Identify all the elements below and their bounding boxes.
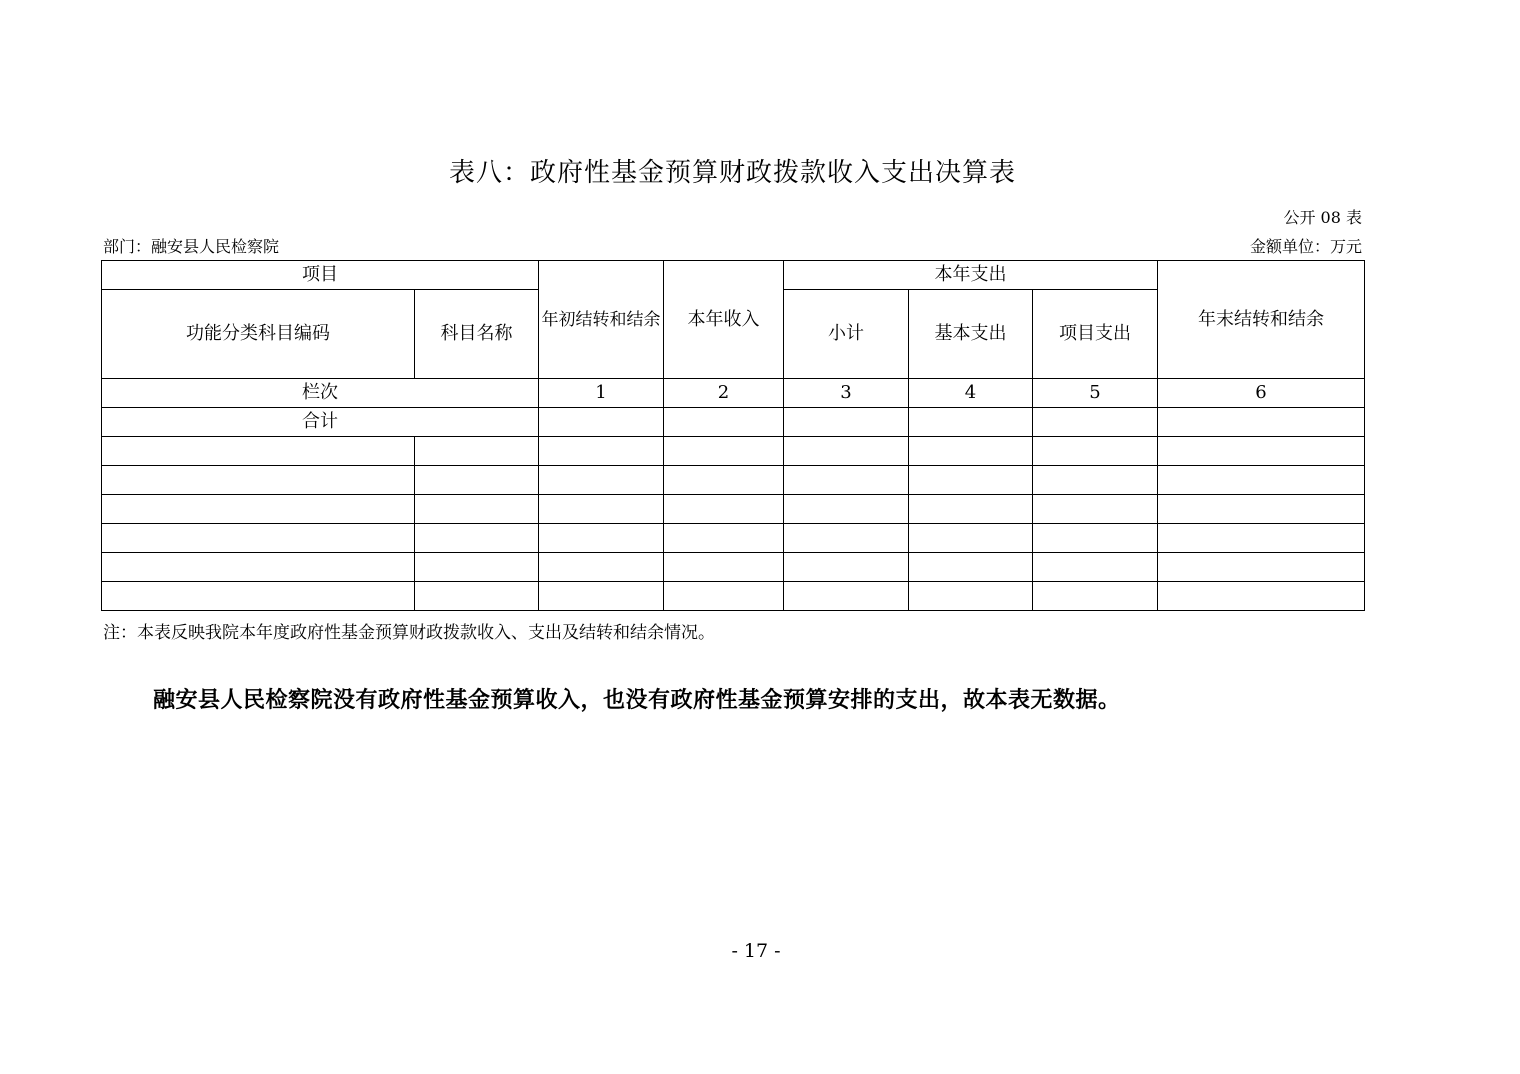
- header-income: 本年收入: [664, 261, 784, 379]
- table-cell: [1033, 553, 1158, 582]
- table-cell: [909, 466, 1033, 495]
- department-label: 部门：融安县人民检察院: [103, 237, 280, 256]
- table-cell: [664, 495, 784, 524]
- column-number: 6: [1158, 379, 1365, 408]
- table-cell: [664, 408, 784, 437]
- column-index-row: [102, 379, 1365, 408]
- table-cell: [415, 582, 539, 611]
- table-cell: [784, 553, 909, 582]
- table-cell: [1158, 466, 1365, 495]
- header-func-code: 功能分类科目编码: [102, 290, 415, 379]
- header-end-balance: 年末结转和结余: [1158, 261, 1365, 379]
- table-cell: [102, 524, 415, 553]
- table-cell: [539, 582, 664, 611]
- table-cell: [909, 553, 1033, 582]
- table-cell: [909, 437, 1033, 466]
- table-cell: [539, 408, 664, 437]
- table-row: [102, 582, 1365, 611]
- table-cell: [415, 553, 539, 582]
- header-item: 项目: [102, 261, 539, 290]
- column-number: 2: [664, 379, 784, 408]
- page-number: - 17 -: [731, 940, 781, 962]
- table-cell: [539, 524, 664, 553]
- table-cell: [1033, 524, 1158, 553]
- table-cell: [784, 408, 909, 437]
- table-row: [102, 524, 1365, 553]
- no-data-statement: 融安县人民检察院没有政府性基金预算收入，也没有政府性基金预算安排的支出，故本表无数据。: [153, 687, 1121, 713]
- table-row: [102, 437, 1365, 466]
- table-cell: [539, 553, 664, 582]
- table-cell: [784, 466, 909, 495]
- table-cell: [784, 582, 909, 611]
- table-cell: [539, 437, 664, 466]
- header-project: 项目支出: [1033, 290, 1158, 379]
- table-cell: [1033, 466, 1158, 495]
- column-number: 5: [1033, 379, 1158, 408]
- table-cell: [909, 408, 1033, 437]
- table-cell: [102, 466, 415, 495]
- column-number: 4: [909, 379, 1033, 408]
- table-cell: [1158, 408, 1365, 437]
- table-cell: [1033, 437, 1158, 466]
- table-cell: [909, 582, 1033, 611]
- form-number: 公开 08 表: [1283, 208, 1362, 227]
- header-subject-name: 科目名称: [415, 290, 539, 379]
- total-row: [102, 408, 1365, 437]
- table-cell: [664, 466, 784, 495]
- table-cell: [1033, 582, 1158, 611]
- table-row: [102, 466, 1365, 495]
- column-number: 3: [784, 379, 909, 408]
- table-cell: [664, 524, 784, 553]
- table-cell: [1158, 582, 1365, 611]
- table-cell: [539, 495, 664, 524]
- table-cell: [102, 437, 415, 466]
- table-cell: [784, 524, 909, 553]
- header-basic: 基本支出: [909, 290, 1033, 379]
- table-cell: [539, 466, 664, 495]
- table-cell: [664, 553, 784, 582]
- header-begin-balance: 年初结转和结余: [539, 261, 664, 379]
- table-cell: [664, 582, 784, 611]
- table-cell: [909, 524, 1033, 553]
- table-cell: [415, 495, 539, 524]
- table-cell: [1033, 408, 1158, 437]
- total-label: 合计: [102, 408, 539, 437]
- table-cell: [909, 495, 1033, 524]
- table-cell: [415, 466, 539, 495]
- budget-table: [101, 260, 1365, 611]
- amount-unit-label: 金额单位：万元: [1249, 237, 1362, 256]
- table-row: [102, 495, 1365, 524]
- table-cell: [415, 437, 539, 466]
- table-cell: [1158, 524, 1365, 553]
- column-index-label: 栏次: [102, 379, 539, 408]
- table-cell: [1033, 495, 1158, 524]
- table-cell: [1158, 553, 1365, 582]
- table-note: 注：本表反映我院本年度政府性基金预算财政拨款收入、支出及结转和结余情况。: [103, 623, 715, 643]
- table-cell: [1158, 495, 1365, 524]
- header-expense: 本年支出: [784, 261, 1158, 290]
- table-cell: [102, 582, 415, 611]
- table-cell: [415, 524, 539, 553]
- table-cell: [664, 437, 784, 466]
- header-subtotal: 小计: [784, 290, 909, 379]
- table-cell: [102, 495, 415, 524]
- table-row: [102, 553, 1365, 582]
- table-cell: [102, 553, 415, 582]
- table-cell: [1158, 437, 1365, 466]
- table-title: 表八：政府性基金预算财政拨款收入支出决算表: [448, 158, 1016, 188]
- table-cell: [784, 495, 909, 524]
- header-row-1: [102, 261, 1365, 290]
- table-cell: [784, 437, 909, 466]
- column-number: 1: [539, 379, 664, 408]
